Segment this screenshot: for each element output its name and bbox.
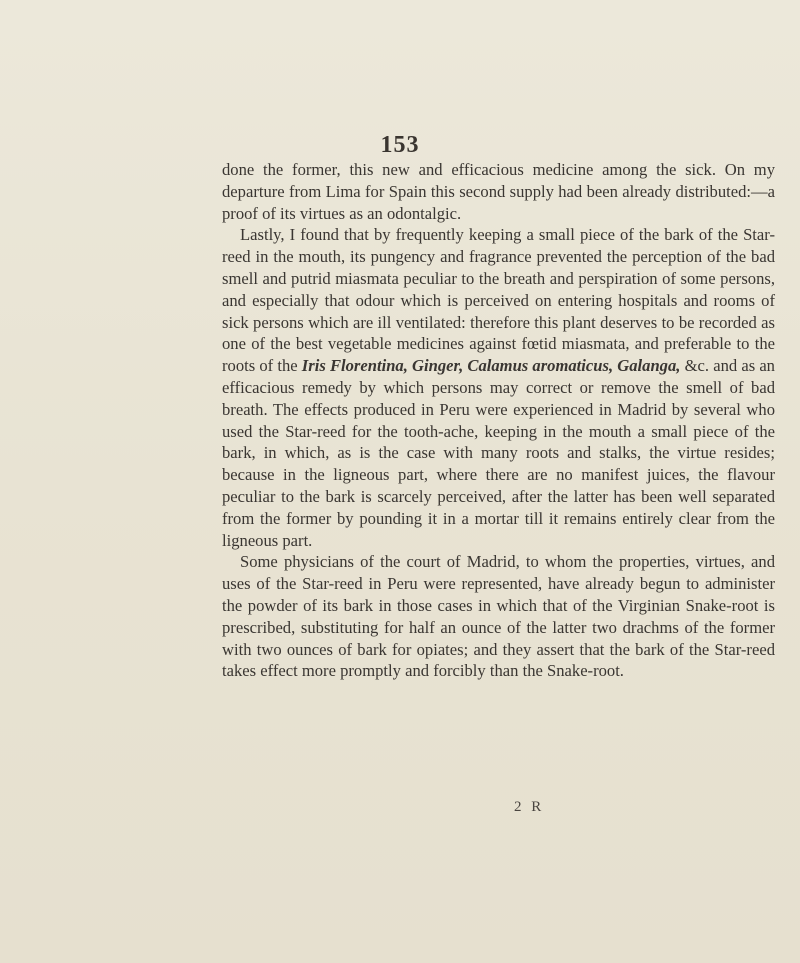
paragraph-2-italic-names: Iris Florentina, Ginger, Calamus aromaticus, Galanga, — [301, 356, 681, 376]
paragraph-2 — [222, 224, 775, 551]
page-number: 153 — [380, 132, 420, 158]
paragraph-3 — [222, 551, 775, 682]
printer-signature: 2 R — [514, 799, 545, 815]
body-text — [222, 159, 775, 682]
paragraph-3-text: Some physicians of the court of Madrid, to whom the properties, virtues, and uses of the Star-reed in Peru were represented, have already begun to administer the powder of its bark in those cases in which that of the Virginian Snake-root is prescribed, substituting for half an ounce of the latter two drachms of the former with two ounces of bark for opiates; and they assert that the bark of the Star-reed takes effect more promptly and forcibly than the Snake-root. — [222, 552, 775, 681]
paragraph-2-text-a: Lastly, I found that by frequently keeping a small piece of the bark of the Star-reed in the mouth, its pungency and fragrance prevented the perception of the bad smell and putrid miasmata peculiar to the breath and perspiration of some persons, and especially that odour which is perceived on entering hospitals and rooms of sick persons which are ill ventilated: therefore this plant deserves to be recorded as one of the best vegetable medicines against fœtid miasmata, and preferable to the roots of the — [222, 225, 775, 376]
paragraph-2-text-b: &c. and as an efficacious remedy by which persons may correct or remove the smell of bad breath. The effects produced in Peru were experienced in Madrid by several who used the Star-reed for the tooth-ache, keeping in the mouth a small piece of the bark, in which, as is the case with many roots and stalks, the virtue resides; because in the ligneous part, where there are no manifest juices, the flavour peculiar to the bark is scarcely perceived, after the latter has been well separated from the former by pounding it in a mortar till it remains entirely clear from the ligneous part. — [222, 356, 775, 550]
paragraph-1 — [222, 159, 775, 224]
paragraph-1-text: done the former, this new and efficacious medicine among the sick. On my departure from Lima for Spain this second supply had been already distributed:—a proof of its virtues as an odontalgic. — [222, 160, 775, 223]
